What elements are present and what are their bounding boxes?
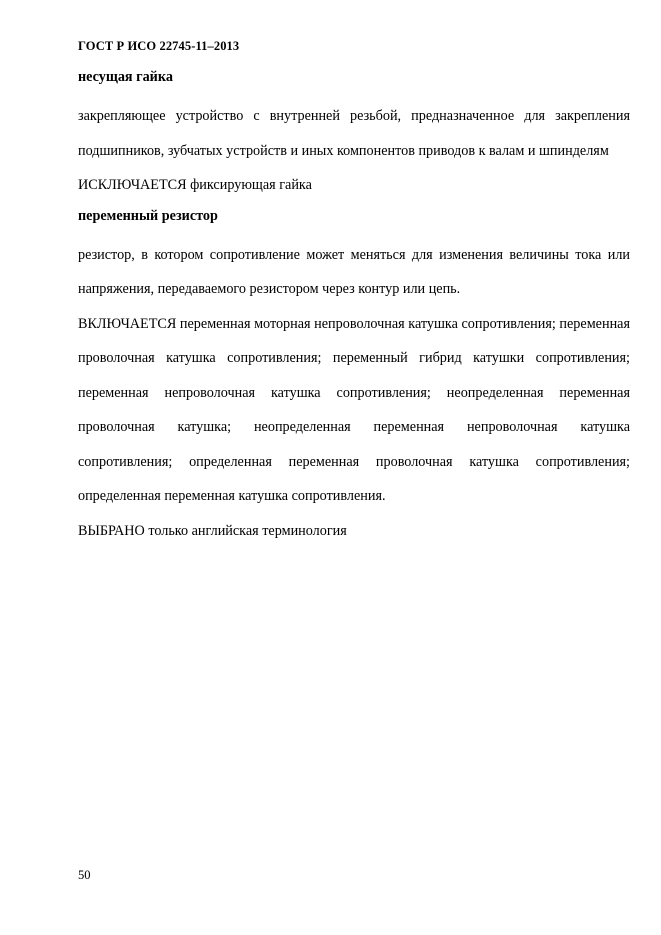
term-title: несущая гайка xyxy=(78,69,173,85)
term-definition: резистор, в котором сопротивление может меняться для изменения величины тока или напряжения, передаваемого резистором через контур или цепь. xyxy=(78,246,630,297)
document-body xyxy=(78,66,630,548)
term-note: ИСКЛЮЧАЕТСЯ фиксирующая гайка xyxy=(78,177,312,193)
term-note: ВЫБРАНО только английская терминология xyxy=(78,522,347,539)
term-includes: ВКЛЮЧАЕТСЯ переменная моторная непроволочная катушка сопротивления; переменная проволочная катушка сопротивления; переменный гибрид катушки сопротивления; переменная непроволочная катушка сопротивления; неопределенная переменная проволочная катушка; неопределенная переменная непроволочная катушка сопротивления; определенная переменная проволочная катушка сопротивления; определенная переменная катушка сопротивления. xyxy=(78,315,630,504)
term-definition: закрепляющее устройство с внутренней резьбой, предназначенное для закрепления подшипников, зубчатых устройств и иных компонентов приводов к валам и шпинделям xyxy=(78,108,630,159)
term-title: переменный резистор xyxy=(78,207,218,224)
document-header: ГОСТ Р ИСО 22745-11–2013 xyxy=(78,39,240,53)
page-number: 50 xyxy=(78,868,91,882)
